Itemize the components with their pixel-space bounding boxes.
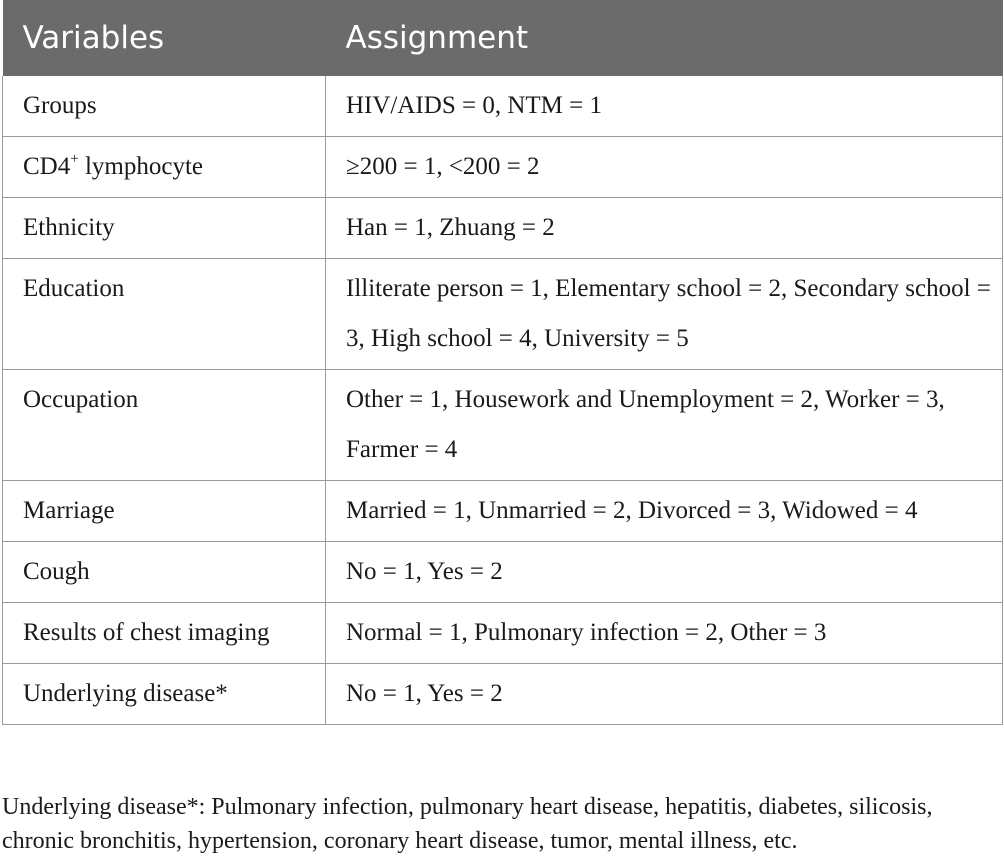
table-footnote: Underlying disease*: Pulmonary infection, pulmonary heart disease, hepatitis, diabetes, silicosis, chronic bronchitis, hypertension, coronary heart disease, tumor, mental illness, etc.	[2, 794, 933, 854]
table-body	[3, 76, 1003, 725]
assignment-cell: Married = 1, Unmarried = 2, Divorced = 3, Widowed = 4	[326, 481, 1003, 542]
variable-cell	[3, 137, 326, 198]
table-row	[3, 259, 1003, 370]
variable-cell: Cough	[3, 542, 326, 603]
table-row	[3, 137, 1003, 198]
variable-cell: Education	[3, 259, 326, 370]
assignment-cell: No = 1, Yes = 2	[326, 542, 1003, 603]
assignment-cell: HIV/AIDS = 0, NTM = 1	[326, 76, 1003, 137]
variable-cell: Marriage	[3, 481, 326, 542]
table-row	[3, 603, 1003, 664]
variable-cell: Underlying disease*	[3, 664, 326, 725]
variable-cd4-rest: lymphocyte	[78, 153, 203, 180]
header-variables: Variables	[3, 0, 326, 76]
header-row	[3, 0, 1003, 76]
header-assignment: Assignment	[326, 0, 1003, 76]
assignment-cell: Han = 1, Zhuang = 2	[326, 198, 1003, 259]
assignment-cell: Normal = 1, Pulmonary infection = 2, Other = 3	[326, 603, 1003, 664]
variable-cd4-text: CD4	[23, 153, 71, 180]
table-row	[3, 664, 1003, 725]
assignment-cell: Illiterate person = 1, Elementary school = 2, Secondary school = 3, High school = 4, University = 5	[326, 259, 1003, 370]
variable-assignment-table	[2, 0, 1003, 725]
assignment-cell: Other = 1, Housework and Unemployment = 2, Worker = 3, Farmer = 4	[326, 370, 1003, 481]
table-header	[3, 0, 1003, 76]
variable-cell: Groups	[3, 76, 326, 137]
table-row	[3, 198, 1003, 259]
table-row	[3, 542, 1003, 603]
assignment-cell: ≥200 = 1, <200 = 2	[326, 137, 1003, 198]
assignment-cell: No = 1, Yes = 2	[326, 664, 1003, 725]
variable-cell: Results of chest imaging	[3, 603, 326, 664]
table-row	[3, 481, 1003, 542]
variable-cd4-superscript: +	[70, 150, 79, 167]
variable-cell: Ethnicity	[3, 198, 326, 259]
table-row	[3, 76, 1003, 137]
table-row	[3, 370, 1003, 481]
variable-cell: Occupation	[3, 370, 326, 481]
variable-assignment-table-container	[2, 0, 1002, 725]
